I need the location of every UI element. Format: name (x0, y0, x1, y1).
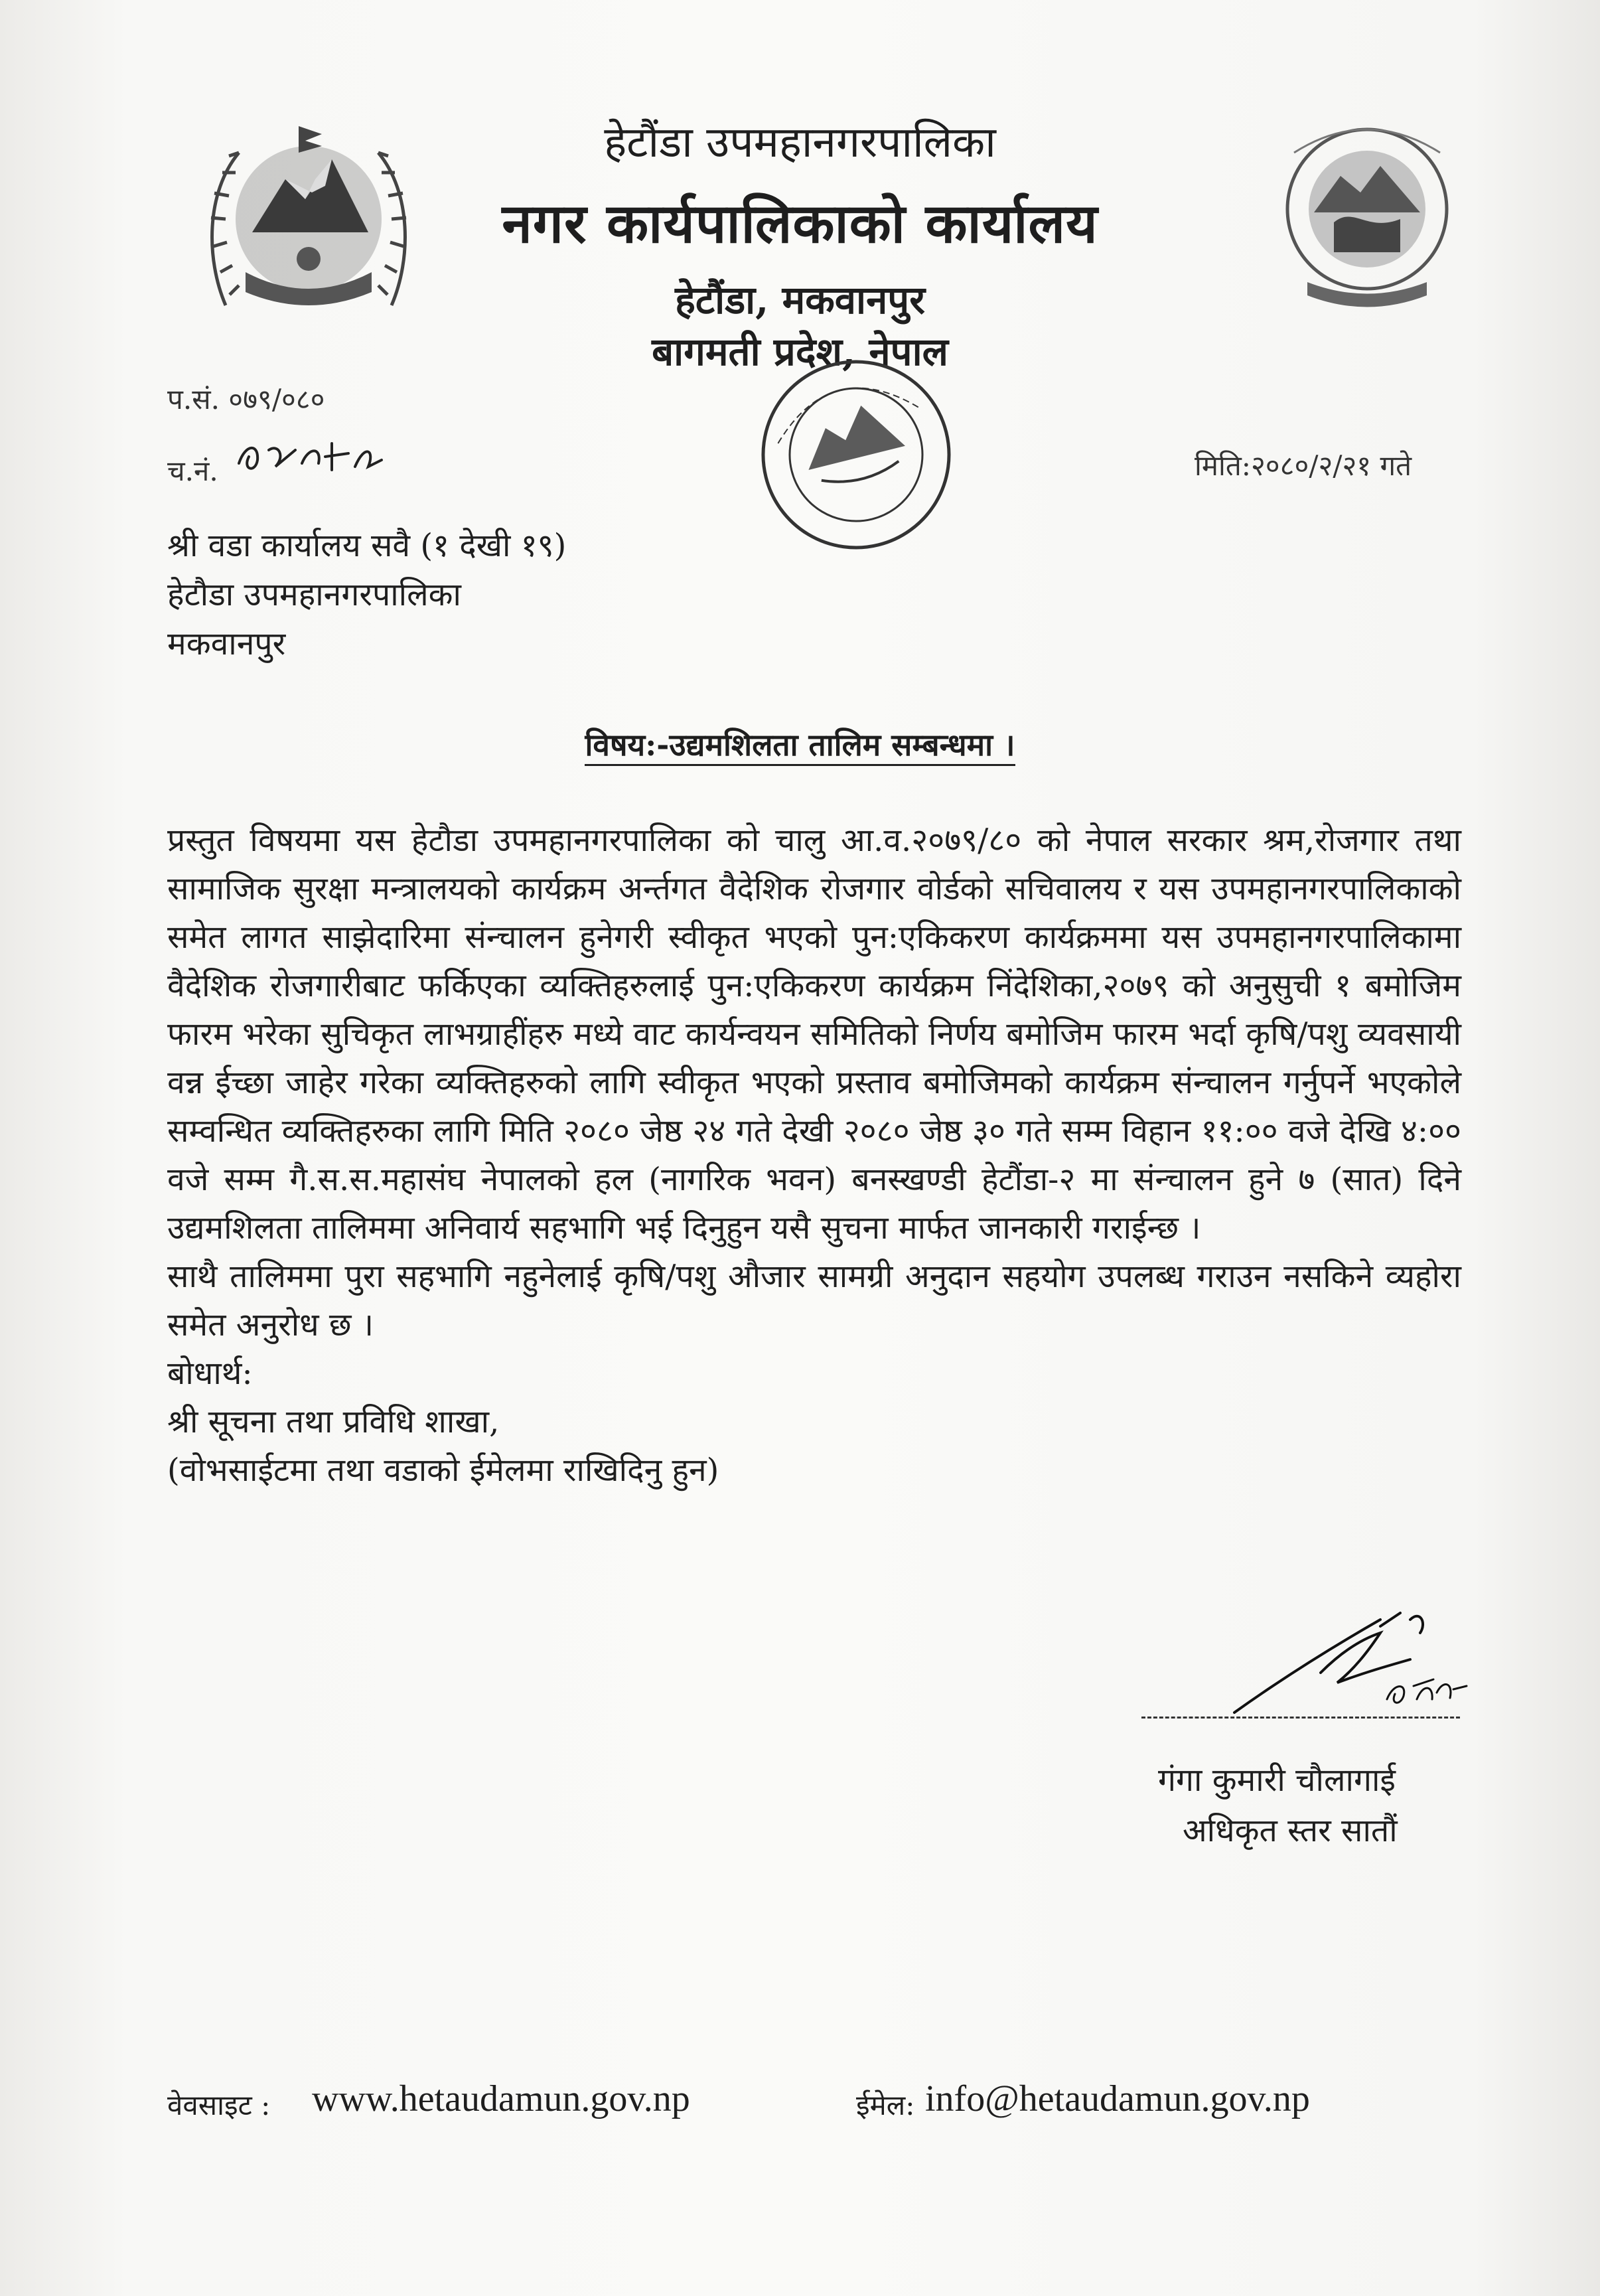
municipality-name: हेटौंडा उपमहानगरपालिका (604, 118, 996, 167)
subject-text: विषय:-उद्यमशिलता तालिम सम्बन्धमा । (585, 727, 1015, 766)
email-label: ईमेल: (856, 2089, 915, 2121)
letter-body (167, 816, 1461, 1495)
signatory-name: गंगा कुमारी चौलागाई (1158, 1762, 1396, 1799)
office-province: बागमती प्रदेश, नेपाल (652, 329, 948, 374)
website-link[interactable]: www.hetaudamun.gov.np (312, 2078, 690, 2119)
office-stamp-icon (743, 345, 969, 564)
email-link[interactable]: info@hetaudamun.gov.np (925, 2078, 1310, 2119)
dispatch-number-label: च.नं. (167, 455, 218, 487)
addressee-line-2: हेटौडा उपमहानगरपालिका (167, 576, 461, 613)
body-paragraph-2: साथै तालिममा पुरा सहभागि नहुनेलाई कृषि/पशु औजार सामग्री अनुदान सहयोग उपलब्ध गराउन नसकिने व्यहोरा समेत अनुरोध छ । (167, 1258, 1461, 1343)
letter-date: मिति:२०८०/२/२१ गते (1195, 449, 1412, 482)
office-city: हेटौंडा, मकवानपुर (675, 277, 925, 323)
addressee-line-3: मकवानपुर (167, 625, 286, 662)
letter-subject (0, 724, 1600, 765)
addressee-line-1: श्री वडा कार्यालय सवै (१ देखी १९) (167, 527, 567, 564)
cc-label: बोधार्थ: (167, 1355, 253, 1392)
signature-line (1141, 1717, 1460, 1719)
handwritten-dispatch-number (232, 430, 385, 483)
website-label: वेवसाइट : (167, 2089, 271, 2121)
body-paragraph-1: प्रस्तुत विषयमा यस हेटौडा उपमहानगरपालिका को चालु आ.व.२०७९/८० को नेपाल सरकार श्रम,रोजगार तथा सामाजिक सुरक्षा मन्त्रालयको कार्यक्रम अर्न्तगत वैदेशिक रोजगार वोर्डको सचिवालय र यस उपमहानगरपालिकाको समेत लागत साझेदारिमा संन्चालन हुनेगरी स्वीकृत भएको पुन:एकिकरण कार्यक्रममा यस उपमहानगरपालिकामा वैदेशिक रोजगारीबाट फर्किएका व्यक्तिहरुलाई पुन:एकिकरण कार्यक्रम निंदेशिका,२०७९ को अनुसुची १ बमोजिम फारम भरेका सुचिकृत लाभग्राहींहरु मध्ये वाट कार्यन्वयन समितिको निर्णय बमोजिम फारम भर्दा कृषि/पशु व्यवसायी वन्न ईच्छा जाहेर गरेका व्यक्तिहरुको लागि स्वीकृत भएको प्रस्ताव बमोजिमको कार्यक्रम संन्चालन गर्नुपर्ने भएकोले सम्वन्धित व्यक्तिहरुका लागि मिति २०८० जेष्ठ २४ गते देखी २०८० जेष्ठ ३० गते सम्म विहान ११:०० वजे देखि ४:०० वजे सम्म गै.स.स.महासंघ नेपालको हल (नागरिक भवन) बनस्खण्डी हेटौंडा-२ मा संन्चालन हुने ७ (सात) दिने उद्यमशिलता तालिममा अनिवार्य सहभागि भई दिनुहुन यसै सुचना मार्फत जानकारी गराईन्छ । (167, 822, 1461, 1247)
office-title: नगर कार्यपालिकाको कार्यालय (502, 192, 1098, 256)
fiscal-year-ref: प.सं. ०७९/०८० (167, 383, 325, 416)
signatory-title: अधिकृत स्तर सातौं (1183, 1812, 1398, 1849)
cc-line-1: श्री सूचना तथा प्रविधि शाखा, (167, 1403, 500, 1440)
cc-line-2: (वोभसाईटमा तथा वडाको ईमेलमा राखिदिनु हुन) (167, 1452, 719, 1489)
signature-icon (1221, 1606, 1473, 1719)
